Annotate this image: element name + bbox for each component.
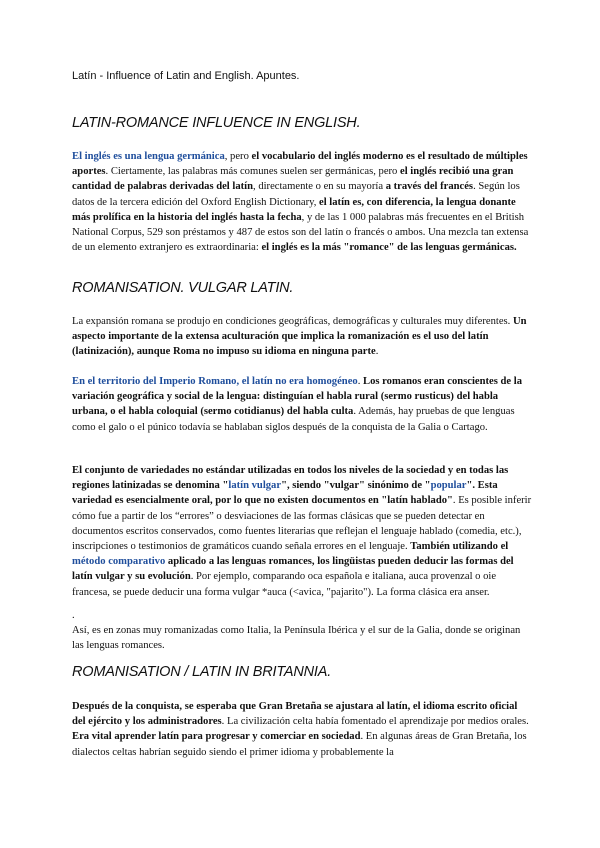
bold-text: el inglés recibió una gran cantidad de palabras derivadas del latín [72, 166, 514, 193]
bold-text: el vocabulario del inglés moderno es el resultado de múltiples aportes [72, 151, 528, 178]
section-heading-romanisation-vulgar-latin: ROMANISATION. VULGAR LATIN. [72, 280, 294, 296]
blue-bold-text: En el territorio del Imperio Romano, el latín no era homogéneo [72, 376, 358, 387]
bold-text: a través del francés [385, 181, 474, 193]
paragraph-text: . [375, 346, 379, 358]
paragraph-text: . Ciertamente, las palabras más comunes suelen ser germánicas, pero [105, 166, 401, 178]
bold-text: ". Esta variedad es esencialmente oral, por lo que no existen documentos en "latín hablado" [72, 480, 498, 507]
paragraph-text: . [357, 376, 363, 387]
paragraph-text: , pero [224, 151, 252, 162]
section-heading-latin-romance: LATIN-ROMANCE INFLUENCE IN ENGLISH. [72, 115, 361, 131]
paragraph-text: , directamente o en su mayoría [253, 181, 386, 193]
paragraph-dot: . [72, 610, 75, 621]
section-heading-latin-in-britannia: ROMANISATION / LATIN IN BRITANNIA. [72, 664, 332, 680]
paragraph-text: . Es posible inferir cómo fue a partir de los “errores” o desviaciones de las formas clásicas que se pueden detectar en documentos escritos conservados, como fuentes literarias que reflejan el lenguaje hablado (comedia, etc.), inscripciones o testimonios de gramáticos cuando señala errores en el lenguaje. [72, 495, 532, 553]
bold-text: aplicado a las lenguas romances, los lingüistas pueden deducir las formas del latín vulgar y su evolución [72, 556, 514, 583]
bold-text: el inglés es la más "romance" de las lenguas germánicas. [261, 242, 517, 254]
bold-text: Un aspecto importante de la extensa aculturación que implica la romanización es el uso del latín (latinización), aunque Roma no impuso su idioma en ninguna parte [72, 316, 527, 358]
paragraph-text: Así, es en zonas muy romanizadas como Italia, la Península Ibérica y el sur de la Galia, donde se originan las lenguas romances. [72, 625, 521, 652]
bold-text: También utilizando el [410, 541, 509, 553]
bold-text: ", siendo "vulgar" sinónimo de " [281, 480, 431, 492]
blue-bold-text: popular [430, 480, 467, 492]
paragraph-text: . Según los datos de la tercera edición del Oxford English Dictionary, [72, 181, 520, 208]
blue-bold-text: El inglés es una lengua germánica [72, 151, 225, 162]
bold-text: Era vital aprender latín para progresar y comerciar en sociedad [72, 731, 361, 743]
paragraph-text: , y de las 1 000 palabras más frecuentes en el British National Corpus, 529 son préstamos y 487 de estos son del latín o francés o ambos. Una mezcla tan extensa de un elemento extranjero es extraordinaria: [72, 211, 529, 254]
blue-bold-text: método comparativo [72, 556, 166, 568]
paragraph-after-conquest [72, 699, 532, 760]
paragraph-text: . En algunas áreas de Gran Bretaña, los dialectos celtas habrían seguido siendo el primer idioma y probablemente la [72, 731, 527, 758]
paragraph-text: . La civilización celta había fomentado el aprendizaje por medios orales. [221, 716, 529, 728]
paragraph-english-germanic [72, 149, 532, 255]
paragraph-text: La expansión romana se produjo en condiciones geográficas, demográficas y culturales muy diferentes. [72, 316, 513, 327]
paragraph-roman-expansion [72, 314, 532, 360]
blue-bold-text: latín vulgar [228, 480, 282, 492]
document-header: Latín - Influence of Latin and English. Apuntes. [72, 70, 300, 82]
paragraph-romance-origin [72, 608, 532, 654]
paragraph-text: . Además, hay pruebas de que lenguas como el galo o el púnico todavía se hablaban siglos después de la conquista de la Galia o Cartago. [72, 406, 515, 433]
bold-text: Después de la conquista, se esperaba que Gran Bretaña se ajustara al latín, el idioma escrito oficial del ejército y los administradores [72, 701, 518, 728]
bold-text: El conjunto de variedades no estándar utilizadas en todos los niveles de la sociedad y en todas las regiones latinizadas se denomina " [72, 465, 509, 492]
bold-text: Los romanos eran conscientes de la variación geográfica y social de la lengua: distinguían el habla rural (sermo rusticus) del habla urbana, o el habla coloquial (sermo cotidianus) del habla culta [72, 376, 522, 418]
paragraph-text: . Por ejemplo, comparando oca española e italiana, auca provenzal o oie francesa, se puede deducir una forma vulgar *auca (<avica, "pajarito"). La forma clásica era anser. [72, 571, 497, 598]
paragraph-latin-not-homogeneous [72, 374, 532, 435]
bold-text: el latín es, con diferencia, la lengua donante más prolífica en la historia del inglés hasta la fecha [72, 196, 516, 223]
paragraph-vulgar-latin [72, 463, 532, 600]
